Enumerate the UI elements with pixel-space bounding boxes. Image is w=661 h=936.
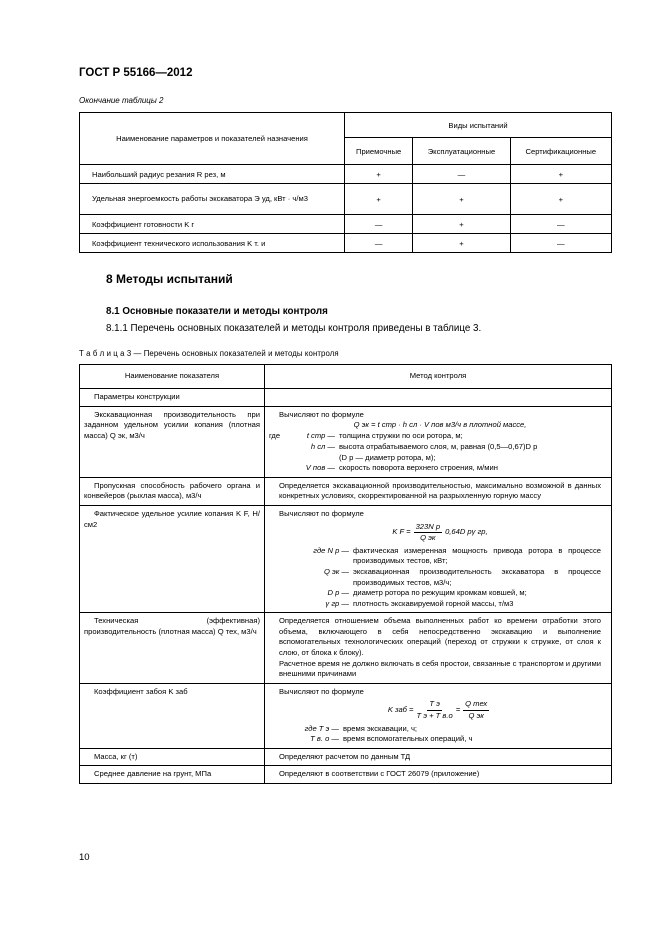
table3-param-name: Коэффициент забоя K заб (80, 683, 265, 748)
table3-caption: Т а б л и ц а 3 — Перечень основных показателей и методы контроля (79, 349, 339, 358)
def-text: высота отрабатываемого слоя, м, равная (0,5—0,67)D р (339, 441, 538, 451)
table-3 (79, 364, 612, 784)
table3-param-name: Масса, кг (т) (80, 748, 265, 766)
table-row (80, 165, 612, 184)
fraction-numerator: 323N р (414, 522, 443, 534)
table-row (80, 406, 612, 477)
table2-cell: — (510, 215, 611, 234)
table2-cell: — (345, 234, 413, 253)
formula-left: K заб = (387, 705, 414, 715)
table2-type-header: Эксплуатационные (413, 138, 510, 165)
def-symbol: h сл — (310, 441, 335, 451)
def-symbol (279, 453, 339, 464)
table3-method: Определяют расчетом по данным ТД (265, 748, 612, 766)
table3-method: Определяют в соответствии с ГОСТ 26079 (приложение) (265, 766, 612, 784)
table2-cell: + (413, 184, 510, 215)
table2-cell: — (345, 215, 413, 234)
table-2 (79, 112, 612, 253)
fraction (463, 699, 489, 721)
def-text: время экскавации, ч; (343, 723, 418, 733)
table3-param-name: Техническая (эффективная) производительность (плотная масса) Q тех, м3/ч (80, 613, 265, 684)
def-text: (D р — диаметр ротора, м); (339, 452, 436, 462)
table3-empty-cell (265, 389, 612, 407)
table-row (80, 215, 612, 234)
table3-method (265, 406, 612, 477)
table2-cell: + (510, 184, 611, 215)
document-header: ГОСТ Р 55166—2012 (79, 67, 193, 79)
table2-type-header: Сертификационные (510, 138, 611, 165)
fraction-numerator: T э (427, 699, 441, 711)
table3-param-name: Фактическое удельное усилие копания K F, Н/см2 (80, 505, 265, 612)
formula (279, 522, 601, 544)
def-symbol: D р — (327, 588, 349, 598)
method-text: Расчетное время не должно включать в себя простои, связанные с транспортом и другими внешними причинами (279, 658, 601, 679)
def-symbol: Q эк — (323, 566, 349, 576)
paragraph: 8.1.1 Перечень основных показателей и методы контроля приведены в таблице 3. (106, 323, 482, 334)
def-symbol: γ гр — (325, 598, 349, 608)
method-text: Определяется отношением объема выполненных работ ко времени отработки этого объема, включающего в себя непосредственно экскавацию и выполнение вспомогательных технологических операций (переход от стружки к стружке, от слоя к слою, от блока к блоку). (279, 616, 601, 658)
table2-type-header: Приемочные (345, 138, 413, 165)
def-symbol: где N р — (313, 545, 349, 555)
table-row (80, 234, 612, 253)
table2-cell: — (413, 165, 510, 184)
table3-param-name (80, 406, 265, 477)
fraction-denominator: T э + T в.о (416, 711, 453, 721)
table3-method-header: Метод контроля (265, 365, 612, 389)
method-intro: Вычисляют по формуле (279, 508, 364, 518)
fraction-numerator: Q тех (463, 699, 489, 711)
table2-cell: — (510, 234, 611, 253)
table2-param-name: Коэффициент готовности K г (80, 215, 345, 234)
def-text: плотность экскавируемой горной массы, т/м3 (353, 598, 514, 608)
table2-caption: Окончание таблицы 2 (79, 96, 164, 105)
method-intro: Вычисляют по формуле (279, 686, 364, 696)
formula: Q эк = t стр · h сл · V пов м3/ч в плотной массе, (353, 420, 527, 430)
table2-cell: + (345, 184, 413, 215)
def-text: толщина стружки по оси ротора, м; (339, 431, 463, 441)
table3-method (265, 683, 612, 748)
fraction-denominator: Q эк (420, 533, 436, 543)
table2-cell: + (413, 234, 510, 253)
table3-method: Определяется экскавационной производительностью, максимально возможной в данных конкретных условиях, скорректированной на разрыхленную горную массу (265, 477, 612, 505)
formula-right: 0,64D рγ гр, (445, 527, 488, 537)
def-symbol: где T э — (304, 723, 339, 733)
fraction (414, 522, 443, 544)
def-text: время вспомогательных операций, ч (343, 734, 473, 744)
formula (279, 699, 601, 721)
where-label: где (269, 430, 281, 440)
table2-param-header: Наименование параметров и показателей назначения (80, 113, 345, 165)
table3-group-row: Параметры конструкции (80, 389, 265, 407)
table2-cell: + (510, 165, 611, 184)
table-row (80, 613, 612, 684)
fraction-denominator: Q эк (468, 711, 484, 721)
table-row (80, 477, 612, 505)
method-intro: Вычисляют по формуле (279, 409, 364, 419)
table3-param-name: Среднее давление на грунт, МПа (80, 766, 265, 784)
table3-param-name: Пропускная способность рабочего органа и конвейеров (рыхлая масса), м3/ч (80, 477, 265, 505)
fraction (417, 699, 453, 721)
table2-group-header: Виды испытаний (345, 113, 612, 138)
equals-sign: = (455, 705, 461, 715)
table-row (80, 505, 612, 612)
table2-cell: + (413, 215, 510, 234)
def-text: экскавационная производительность экскаватора в процессе производимых тестов, м3/ч; (353, 566, 601, 587)
def-text: фактическая измеренная мощность привода ротора в процессе производимых тестов, кВт; (353, 545, 601, 566)
table2-param-name: Коэффициент технического использования K т. и (80, 234, 345, 253)
def-text: скорость поворота верхнего строения, м/мин (339, 463, 498, 473)
def-symbol: t стр — (306, 431, 335, 441)
table-row (80, 748, 612, 766)
table-row (80, 184, 612, 215)
table2-param-name: Удельная энергоемкость работы экскаватора Э уд, кВт · ч/м3 (80, 184, 345, 215)
def-symbol: V пов — (305, 463, 335, 473)
table-row (80, 683, 612, 748)
table-row (80, 766, 612, 784)
formula-left: K F = (392, 527, 411, 537)
param-text: Экскавационная производительность при заданном удельном усилии копания (плотная масса) Q эк, м3/ч (84, 409, 260, 440)
page-number: 10 (79, 852, 90, 863)
def-symbol: T в. о — (310, 734, 339, 744)
section-heading: 8 Методы испытаний (106, 272, 233, 286)
table3-method (265, 613, 612, 684)
table3-name-header: Наименование показателя (80, 365, 265, 389)
table-row (80, 389, 612, 407)
def-text: диаметр ротора по режущим кромкам ковшей, м; (353, 588, 527, 598)
table2-param-name: Наибольший радиус резания R рез, м (80, 165, 345, 184)
subsection-heading: 8.1 Основные показатели и методы контроля (106, 306, 328, 317)
table3-method (265, 505, 612, 612)
table2-cell: + (345, 165, 413, 184)
